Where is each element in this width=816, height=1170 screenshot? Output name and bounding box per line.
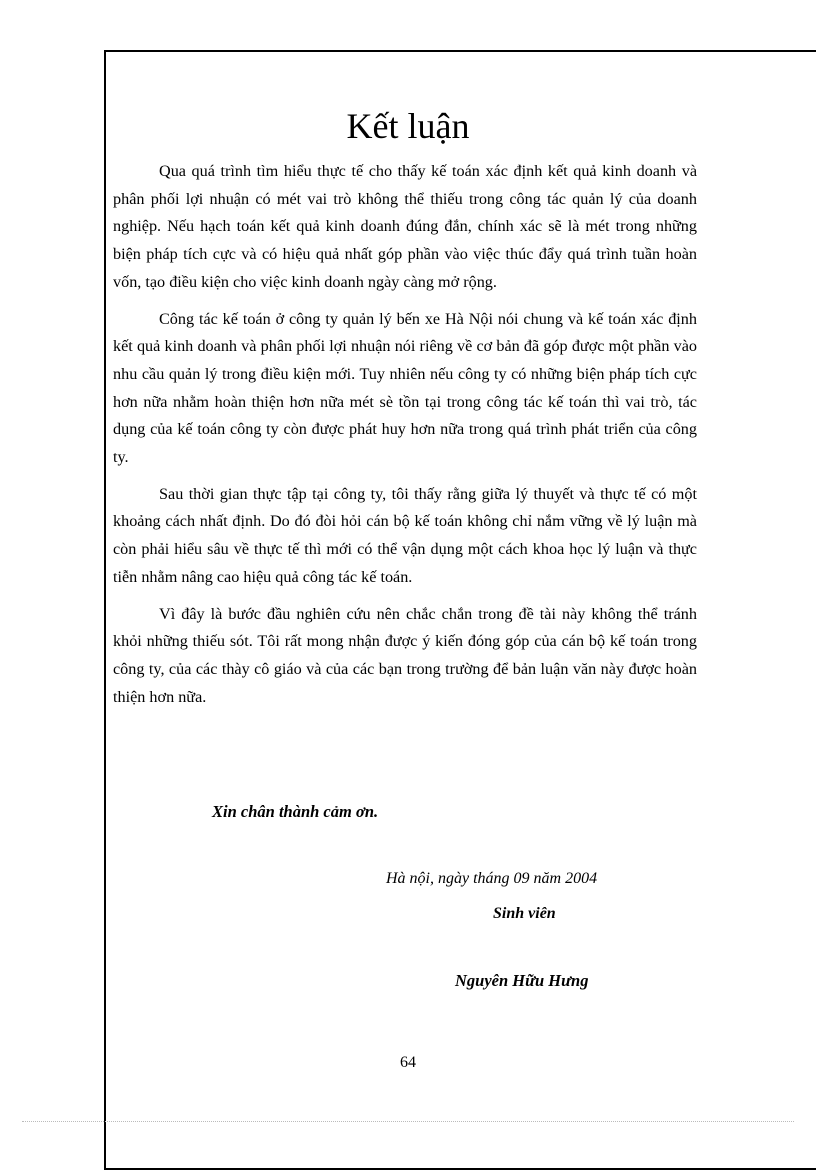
paragraph-4: Vì đây là bước đầu nghiên cứu nên chắc chắn trong đề tài này không thể tránh khỏi những thiếu sót. Tôi rất mong nhận được ý kiến đóng góp của cán bộ kế toán trong công ty, của các thày cô giáo và của các bạn trong trường để bản luận văn này được hoàn thiện hơn nữa. xyxy=(113,604,697,706)
paragraph-3: Sau thời gian thực tập tại công ty, tôi thấy rằng giữa lý thuyết và thực tế có một khoảng cách nhất định. Do đó đòi hỏi cán bộ kế toán không chỉ nắm vững về lý luận mà còn phải hiểu sâu về thực tế thì mới có thể vận dụng một cách khoa học lý luận và thực tiễn nhằm nâng cao hiệu quả công tác kế toán. xyxy=(113,484,697,586)
page-bottom-rule xyxy=(22,1121,794,1122)
page-title: Kết luận xyxy=(346,106,470,146)
closing-thanks: Xin chân thành cảm ơn. xyxy=(212,802,379,821)
page-number: 64 xyxy=(400,1054,416,1071)
signer-role: Sinh viên xyxy=(493,905,556,922)
signer-name: Nguyên Hữu Hưng xyxy=(455,971,589,990)
dateline: Hà nội, ngày tháng 09 năm 2004 xyxy=(386,870,598,887)
paragraph-2: Công tác kế toán ở công ty quản lý bến xe Hà Nội nói chung và kế toán xác định kết quả kinh doanh và phân phối lợi nhuận nói riêng về cơ bản đã góp được một phần vào nhu cầu quản lý trong điều kiện mới. Tuy nhiên nếu công ty có những biện pháp tích cực hơn nữa nhằm hoàn thiện hơn nữa mét sè tồn tại trong công tác kế toán thì vai trò, tác dụng của kế toán công ty còn được phát huy hơn nữa trong quá trình phát triển của công ty. xyxy=(113,309,697,467)
conclusion-body xyxy=(113,158,697,720)
paragraph-1: Qua quá trình tìm hiểu thực tế cho thấy kế toán xác định kết quả kinh doanh và phân phối lợi nhuận có mét vai trò không thể thiếu trong công tác quản lý của doanh nghiệp. Nếu hạch toán kết quả kinh doanh đúng đắn, chính xác sẽ là mét trong những biện pháp tích cực và có hiệu quả nhất góp phần vào việc thúc đẩy quá trình tuần hoàn vốn, tạo điều kiện cho việc kinh doanh ngày càng mở rộng. xyxy=(113,162,697,291)
